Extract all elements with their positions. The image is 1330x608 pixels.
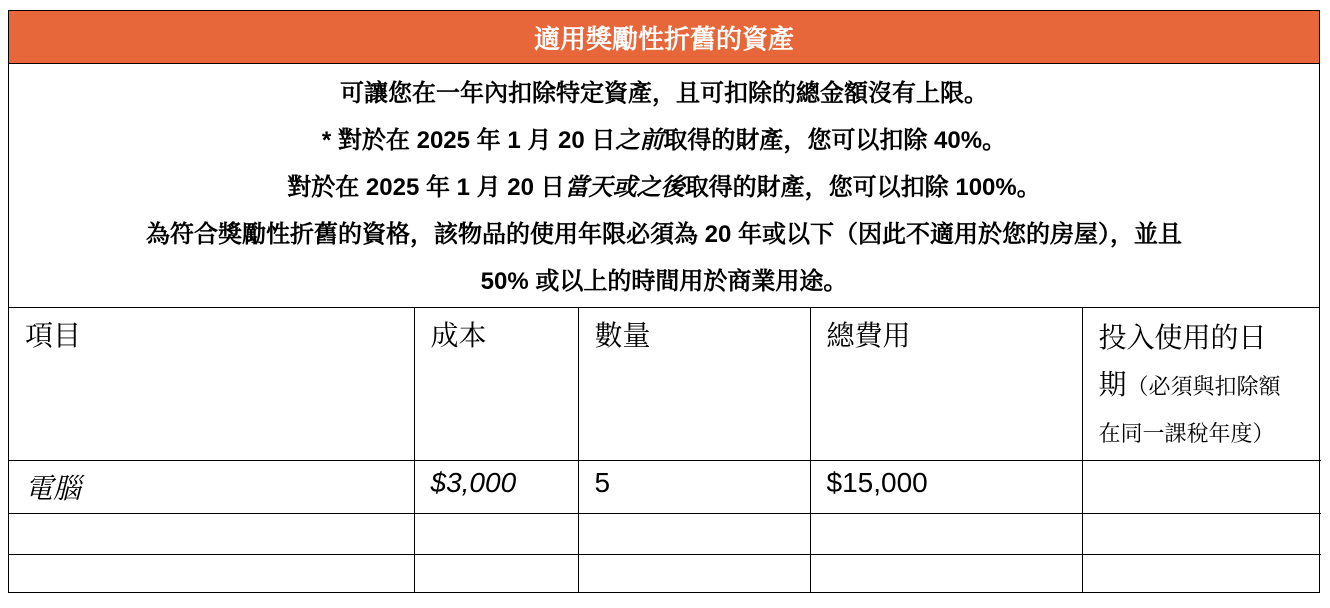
- cell-date[interactable]: [1082, 554, 1321, 592]
- intro-line-4: 為符合獎勵性折舊的資格，該物品的使用年限必須為 20 年或以下（因此不適用於您的房屋），並且: [145, 221, 1183, 248]
- cell-quantity[interactable]: [578, 554, 810, 592]
- table-row: [9, 554, 1321, 592]
- intro-line-2-a: * 對於在 2025 年 1 月 20 日: [321, 127, 616, 154]
- table-row: [9, 460, 1321, 513]
- cell-total[interactable]: [810, 554, 1082, 592]
- header-date-main-a: 投入使用的日: [1098, 322, 1267, 353]
- intro-line-2-emphasis: 之前: [615, 127, 664, 154]
- cell-date[interactable]: [1082, 513, 1321, 554]
- header-item: 項目: [9, 308, 414, 460]
- intro-line-3-emphasis: 當天或之後: [564, 174, 685, 201]
- assets-table: [9, 308, 1321, 592]
- intro-line-5: 50% 或以上的時間用於商業用途。: [480, 268, 848, 295]
- cell-quantity[interactable]: [578, 513, 810, 554]
- cell-cost[interactable]: [414, 513, 578, 554]
- header-date-in-service: [1082, 308, 1321, 460]
- cell-item[interactable]: [9, 554, 414, 592]
- header-date-note-a: （必須與扣除額: [1126, 374, 1281, 399]
- cell-item[interactable]: 電腦: [9, 460, 414, 513]
- table-title: 適用獎勵性折舊的資產: [9, 11, 1319, 64]
- table-row: [9, 513, 1321, 554]
- intro-block: [9, 64, 1319, 308]
- cell-total[interactable]: $15,000: [810, 460, 1082, 513]
- header-date-note-b: 在同一課稅年度）: [1098, 421, 1275, 446]
- header-total: 總費用: [810, 308, 1082, 460]
- intro-line-2-c: 取得的財產，您可以扣除 40%。: [663, 127, 1007, 154]
- bonus-depreciation-table: [8, 10, 1320, 593]
- cell-cost[interactable]: [414, 554, 578, 592]
- cell-cost[interactable]: $3,000: [414, 460, 578, 513]
- intro-line-1: 可讓您在一年內扣除特定資產，且可扣除的總金額沒有上限。: [340, 80, 988, 107]
- intro-line-3-c: 取得的財產，您可以扣除 100%。: [684, 174, 1041, 201]
- header-date-line-2: [1099, 361, 1310, 410]
- cell-quantity[interactable]: 5: [578, 460, 810, 513]
- table-header-row: [9, 308, 1321, 460]
- cell-total[interactable]: [810, 513, 1082, 554]
- header-quantity: 數量: [578, 308, 810, 460]
- intro-line-2: [9, 117, 1319, 164]
- cell-date[interactable]: [1082, 460, 1321, 513]
- cell-item[interactable]: [9, 513, 414, 554]
- header-date-main-b: 期: [1098, 369, 1127, 400]
- intro-line-3-a: 對於在 2025 年 1 月 20 日: [287, 174, 565, 201]
- header-cost: 成本: [414, 308, 578, 460]
- intro-line-3: [9, 164, 1319, 211]
